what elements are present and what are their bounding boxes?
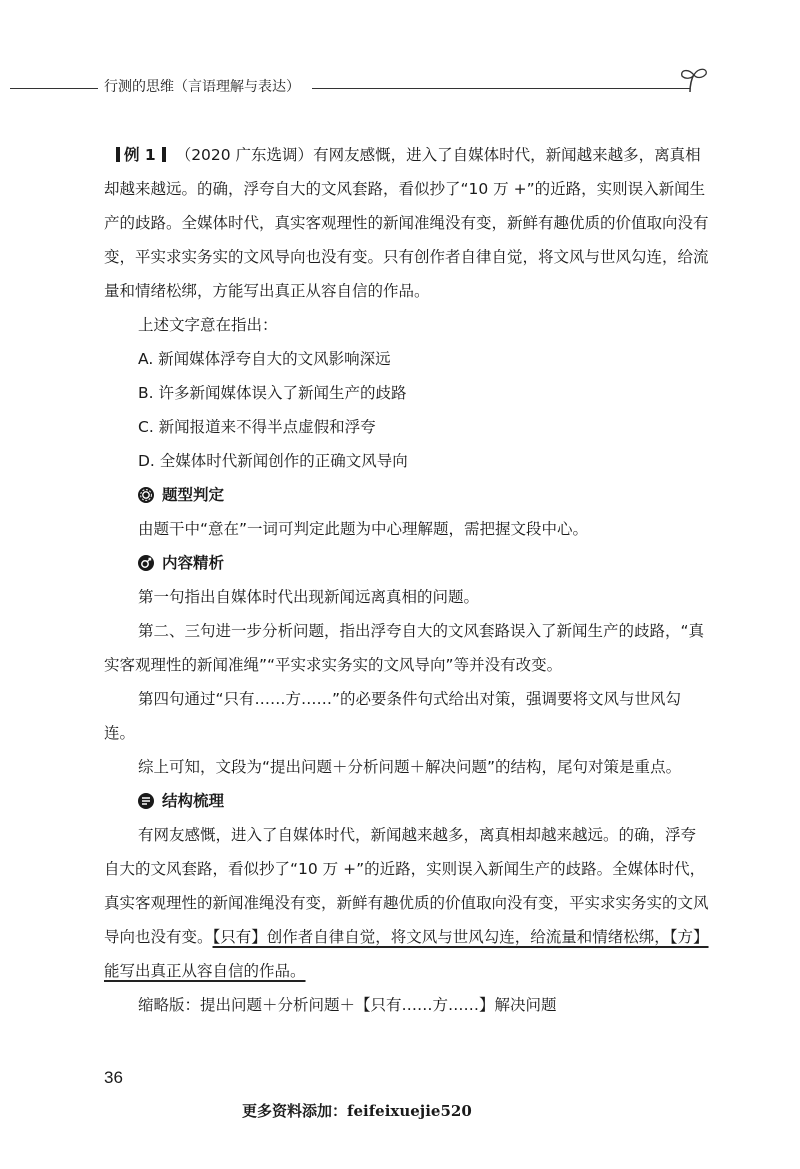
example-bracket-right [162, 147, 166, 162]
analysis-paragraph-3: 第四句通过“只有……方……”的必要条件句式给出对策，强调要将文风与世风勾连。 [104, 690, 682, 742]
page-number: 36 [104, 1068, 123, 1087]
structure-summary: 缩略版：提出问题＋分析问题＋【只有……方……】解决问题 [138, 996, 557, 1014]
option-c: C. 新闻报道来不得半点虚假和浮夸 [138, 418, 376, 436]
section-type-title: 题型判定 [162, 486, 225, 504]
magnifier-icon [138, 555, 154, 571]
analysis-paragraph-4: 综上可知，文段为“提出问题＋分析问题＋解决问题”的结构，尾句对策是重点。 [138, 758, 682, 776]
section-analysis-title: 内容精析 [162, 554, 225, 572]
structure-passage-underlined: 【只有】创作者自律自觉，将文风与世风勾连，给流量和情绪松绑，【方】能写出真正从容自信的作品。 [104, 928, 709, 980]
analysis-paragraph-1: 第一句指出自媒体时代出现新闻远离真相的问题。 [138, 588, 480, 606]
example-passage [104, 138, 710, 308]
structure-passage-plain: 有网友感慨，进入了自媒体时代，新闻越来越多，离真相却越来越远。的确，浮夸自大的文风套路，看似抄了“10 万 +”的近路，实则误入新闻生产的歧路。全媒体时代，真实客观理性的新闻准绳没有变，新鲜有趣优质的价值取向没有变，平实求实务实的文风导向也没有变。 [104, 826, 709, 946]
section-analysis-heading [104, 546, 710, 580]
running-header-title: 行测的思维（言语理解与表达） [104, 79, 300, 95]
option-b: B. 许多新闻媒体误入了新闻生产的歧路 [138, 384, 407, 402]
header-rule-left [10, 88, 98, 89]
gear-icon [138, 487, 154, 503]
header-rule-right [312, 88, 690, 89]
example-source: （2020 广东选调） [175, 146, 314, 164]
option-d: D. 全媒体时代新闻创作的正确文风导向 [138, 452, 408, 470]
question-stem: 上述文字意在指出： [138, 316, 278, 334]
example-passage-text: 有网友感慨，进入了自媒体时代，新闻越来越多，离真相却越来越远。的确，浮夸自大的文风套路，看似抄了“10 万 +”的近路，实则误入新闻生产的歧路。全媒体时代，真实客观理性的新闻准绳没有变，新鲜有趣优质的价值取向没有变，平实求实务实的文风导向也没有变。只有创作者自律自觉，将文风与世风勾连，给流量和情绪松绑，方能写出真正从容自信的作品。 [104, 146, 709, 300]
sprout-icon [676, 66, 712, 94]
running-header [0, 70, 800, 104]
section-structure-heading [104, 784, 710, 818]
page-content [104, 138, 710, 1022]
analysis-paragraph-2: 第二、三句进一步分析问题，指出浮夸自大的文风套路误入了新闻生产的歧路，“真实客观理性的新闻准绳”“平实求实务实的文风导向”等并没有改变。 [104, 622, 705, 674]
section-structure-title: 结构梳理 [162, 792, 225, 810]
section-type-heading [104, 478, 710, 512]
footer-note: 更多资料添加：feifeixuejie520 [242, 1102, 472, 1120]
option-a: A. 新闻媒体浮夸自大的文风影响深远 [138, 350, 391, 368]
section-type-text: 由题干中“意在”一词可判定此题为中心理解题，需把握文段中心。 [138, 520, 589, 538]
example-bracket-left [116, 147, 120, 162]
structure-icon [138, 793, 154, 809]
structure-passage [104, 818, 710, 988]
example-label: 例 1 [124, 146, 156, 164]
